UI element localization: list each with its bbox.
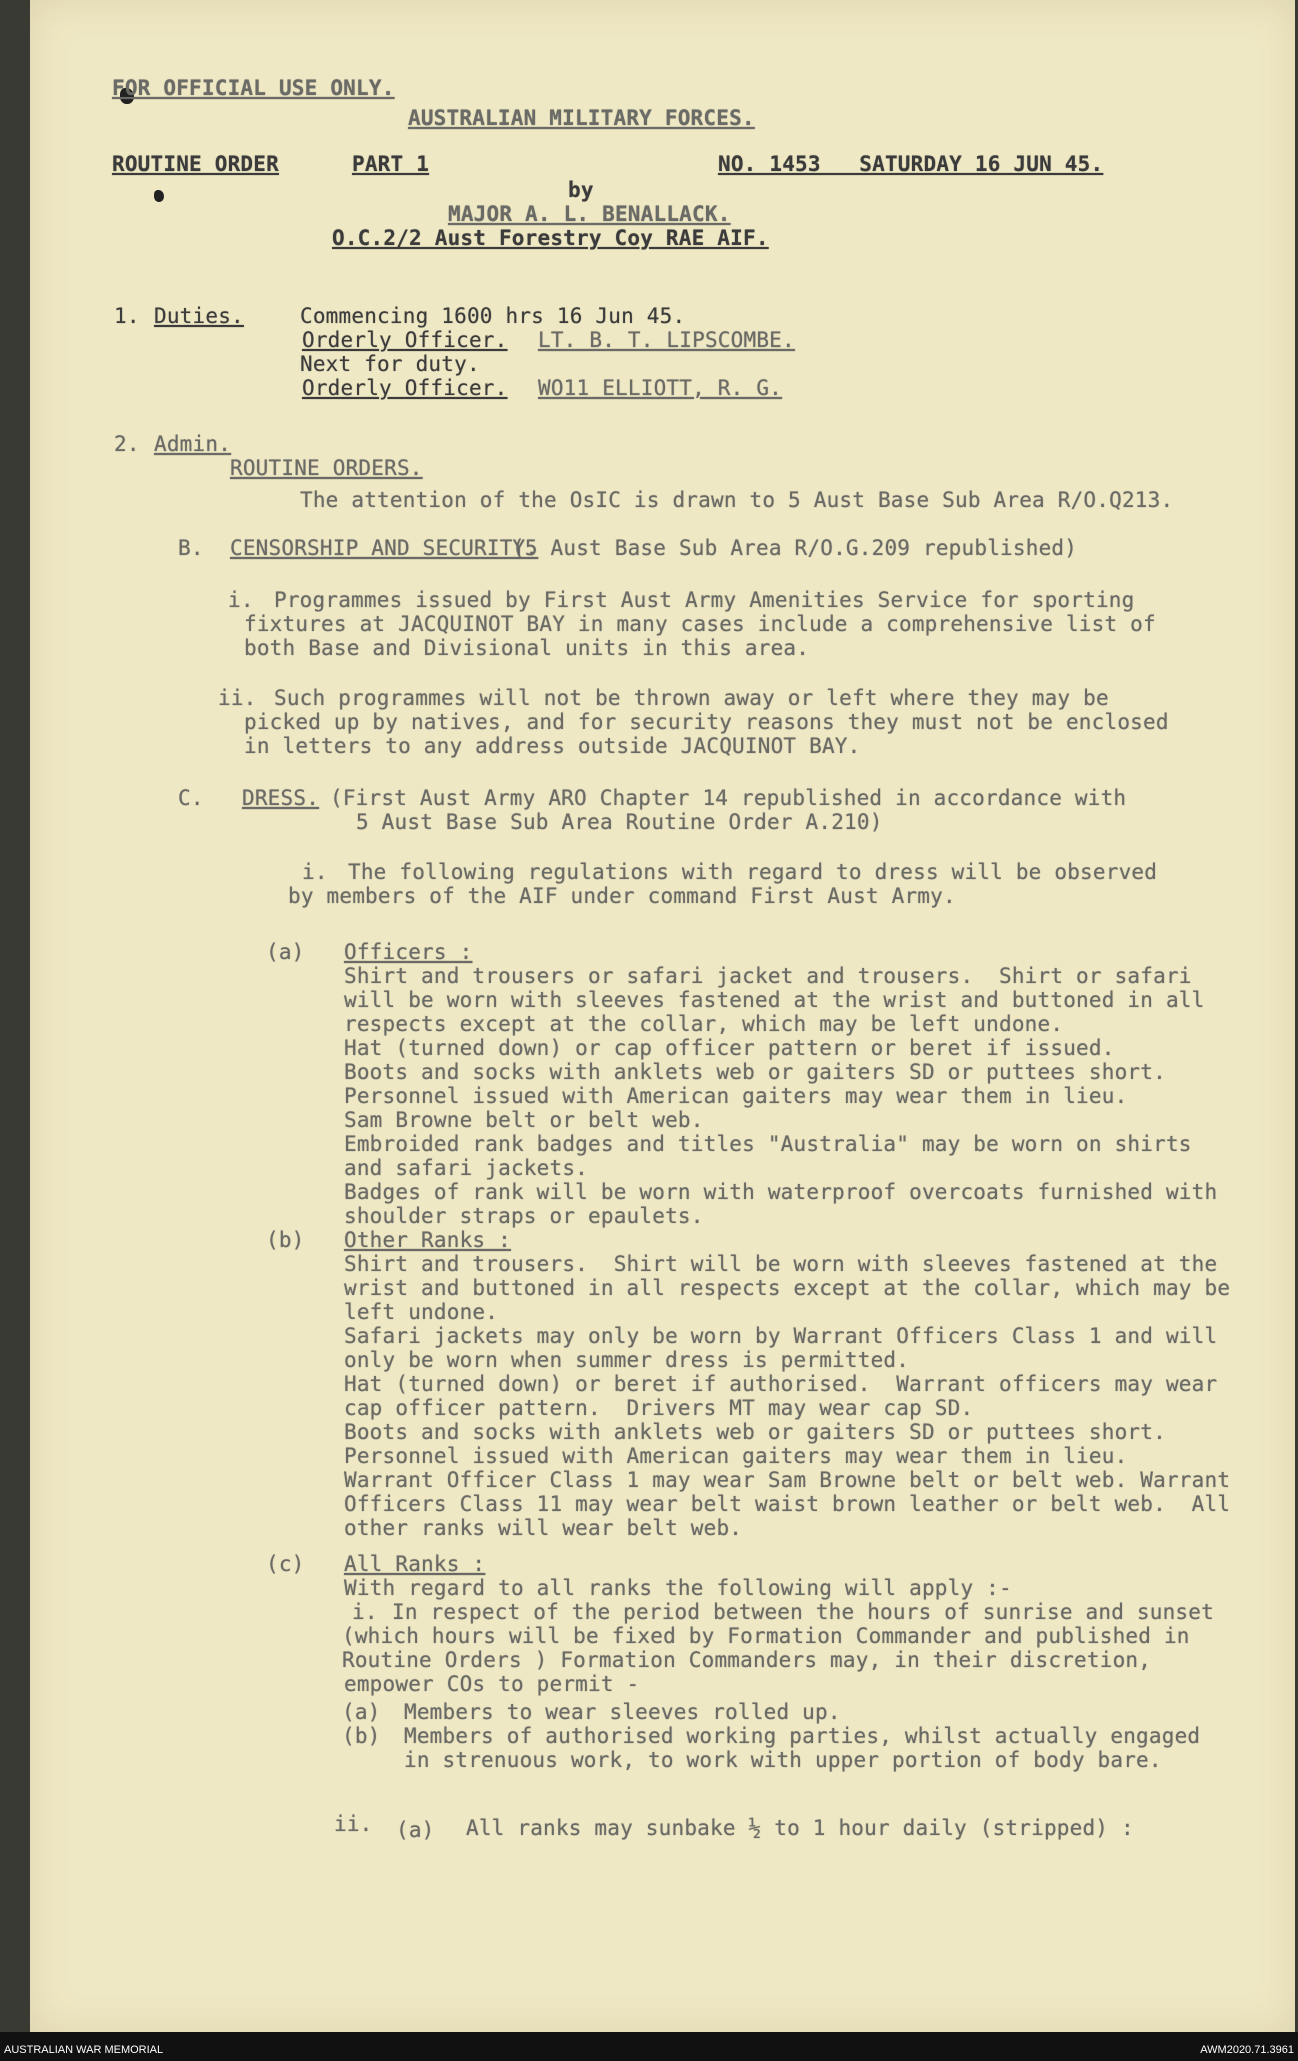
all-ranks-intro: With regard to all ranks the following will apply :- — [344, 1576, 1012, 1600]
sunbake-text: All ranks may sunbake ½ to 1 hour daily (stripped) : — [466, 1816, 1134, 1840]
section-2-number: 2. — [114, 432, 140, 456]
censorship-ii-line-3: in letters to any address outside JACQUINOT BAY. — [244, 734, 861, 758]
section-1-number: 1. — [114, 304, 140, 328]
censorship-i-line-2: fixtures at JACQUINOT BAY in many cases include a comprehensive list of — [244, 612, 1156, 636]
all-ranks-i-line-4: empower COs to permit - — [344, 1672, 640, 1696]
officers-line-8: Embroided rank badges and titles "Australia" may be worn on shirts — [344, 1132, 1192, 1156]
option-b-line-2: in strenuous work, to work with upper portion of body bare. — [404, 1748, 1162, 1772]
footer-left-text: AUSTRALIAN WAR MEMORIAL — [4, 2044, 164, 2056]
officers-line-1: Shirt and trousers or safari jacket and trousers. Shirt or safari — [344, 964, 1192, 988]
officers-label: (a) — [266, 940, 305, 964]
order-number-date: NO. 1453 SATURDAY 16 JUN 45. — [718, 152, 1104, 176]
censorship-ii-line-2: picked up by natives, and for security reasons they must not be enclosed — [244, 710, 1169, 734]
other-ranks-label: (b) — [266, 1228, 305, 1252]
other-ranks-line-6: Hat (turned down) or beret if authorised. Warrant officers may wear — [344, 1372, 1218, 1396]
option-b-line-1: Members of authorised working parties, whilst actually engaged — [404, 1724, 1201, 1748]
all-ranks-label: (c) — [266, 1552, 305, 1576]
other-ranks-line-1: Shirt and trousers. Shirt will be worn with sleeves fastened at the — [344, 1252, 1218, 1276]
section-b-label: B. — [178, 536, 204, 560]
officers-line-6: Personnel issued with American gaiters may wear them in lieu. — [344, 1084, 1128, 1108]
section-1-heading: Duties. — [154, 304, 244, 328]
censorship-i-line-1: Programmes issued by First Aust Army Amenities Service for sporting — [274, 588, 1135, 612]
unit-name: O.C.2/2 Aust Forestry Coy RAE AIF. — [332, 226, 769, 250]
all-ranks-i-number: i. — [352, 1600, 378, 1624]
all-ranks-i-line-3: Routine Orders ) Formation Commanders may, in their discretion, — [342, 1648, 1152, 1672]
force-title: AUSTRALIAN MILITARY FORCES. — [408, 106, 755, 130]
all-ranks-ii-number: ii. — [334, 1812, 373, 1836]
option-a-text: Members to wear sleeves rolled up. — [404, 1700, 841, 1724]
dress-reference-2: 5 Aust Base Sub Area Routine Order A.210) — [356, 810, 883, 834]
censorship-i-line-3: both Base and Divisional units in this area. — [244, 636, 810, 660]
duties-commencing: Commencing 1600 hrs 16 Jun 45. — [300, 304, 686, 328]
censorship-i-number: i. — [228, 588, 254, 612]
officers-line-4: Hat (turned down) or cap officer pattern or beret if issued. — [344, 1036, 1115, 1060]
other-ranks-line-8: Boots and socks with anklets web or gaiters SD or puttees short. — [344, 1420, 1166, 1444]
all-ranks-ii-a-label: (a) — [396, 1818, 435, 1842]
officers-line-5: Boots and socks with anklets web or gaiters SD or puttees short. — [344, 1060, 1166, 1084]
other-ranks-line-11: Officers Class 11 may wear belt waist brown leather or belt web. All — [344, 1492, 1231, 1516]
option-a-label: (a) — [342, 1700, 381, 1724]
other-ranks-line-10: Warrant Officer Class 1 may wear Sam Browne belt or belt web. Warrant — [344, 1468, 1231, 1492]
all-ranks-heading: All Ranks : — [344, 1552, 486, 1576]
censorship-ii-number: ii. — [218, 686, 257, 710]
censorship-reference: (5 Aust Base Sub Area R/O.G.209 republished) — [512, 536, 1078, 560]
officers-heading: Officers : — [344, 940, 473, 964]
footer-bar — [0, 2032, 1298, 2061]
orderly-officer-name: LT. B. T. LIPSCOMBE. — [538, 328, 795, 352]
censorship-heading: CENSORSHIP AND SECURITY. — [230, 536, 539, 560]
next-for-duty-label: Next for duty. — [300, 352, 480, 376]
commanding-officer: MAJOR A. L. BENALLACK. — [448, 202, 731, 226]
dress-heading: DRESS. — [242, 786, 320, 810]
other-ranks-line-5: only be worn when summer dress is permitted. — [344, 1348, 910, 1372]
officers-line-9: and safari jackets. — [344, 1156, 589, 1180]
other-ranks-heading: Other Ranks : — [344, 1228, 511, 1252]
footer-right-text: AWM2020.71.3961 — [1200, 2044, 1294, 2056]
other-ranks-line-9: Personnel issued with American gaiters may wear them in lieu. — [344, 1444, 1128, 1468]
other-ranks-line-2: wrist and buttoned in all respects except at the collar, which may be — [344, 1276, 1231, 1300]
by-line: by — [568, 178, 594, 202]
ink-blot-mark — [154, 190, 164, 202]
all-ranks-i-line-1: In respect of the period between the hours of sunrise and sunset — [392, 1600, 1214, 1624]
dress-reference-1: (First Aust Army ARO Chapter 14 republished in accordance with — [330, 786, 1127, 810]
all-ranks-i-line-2: (which hours will be fixed by Formation Commander and published in — [342, 1624, 1190, 1648]
dress-i-line-1: The following regulations with regard to dress will be observed — [348, 860, 1158, 884]
restriction-line: FOR OFFICIAL USE ONLY. — [112, 76, 395, 100]
dress-i-line-2: by members of the AIF under command First Aust Army. — [288, 884, 956, 908]
part-label: PART 1 — [352, 152, 430, 176]
routine-orders-heading: ROUTINE ORDERS. — [230, 456, 423, 480]
orderly-officer-label: Orderly Officer. — [302, 328, 508, 352]
dress-i-number: i. — [302, 860, 328, 884]
officers-line-3: respects except at the collar, which may be left undone. — [344, 1012, 1064, 1036]
routine-order-label: ROUTINE ORDER — [112, 152, 279, 176]
other-ranks-line-4: Safari jackets may only be worn by Warrant Officers Class 1 and will — [344, 1324, 1218, 1348]
document-page — [30, 0, 1295, 2032]
other-ranks-line-12: other ranks will wear belt web. — [344, 1516, 743, 1540]
option-b-label: (b) — [342, 1724, 381, 1748]
other-ranks-line-7: cap officer pattern. Drivers MT may wear cap SD. — [344, 1396, 974, 1420]
routine-orders-text: The attention of the OsIC is drawn to 5 Aust Base Sub Area R/O.Q213. — [300, 488, 1174, 512]
other-ranks-line-3: left undone. — [344, 1300, 499, 1324]
section-2-heading: Admin. — [154, 432, 232, 456]
section-c-label: C. — [178, 786, 204, 810]
censorship-ii-line-1: Such programmes will not be thrown away or left where they may be — [274, 686, 1109, 710]
next-orderly-officer-label: Orderly Officer. — [302, 376, 508, 400]
next-orderly-officer-name: WO11 ELLIOTT, R. G. — [538, 376, 783, 400]
officers-line-10: Badges of rank will be worn with waterproof overcoats furnished with — [344, 1180, 1218, 1204]
officers-line-2: will be worn with sleeves fastened at the wrist and buttoned in all — [344, 988, 1205, 1012]
officers-line-11: shoulder straps or epaulets. — [344, 1204, 704, 1228]
officers-line-7: Sam Browne belt or belt web. — [344, 1108, 704, 1132]
